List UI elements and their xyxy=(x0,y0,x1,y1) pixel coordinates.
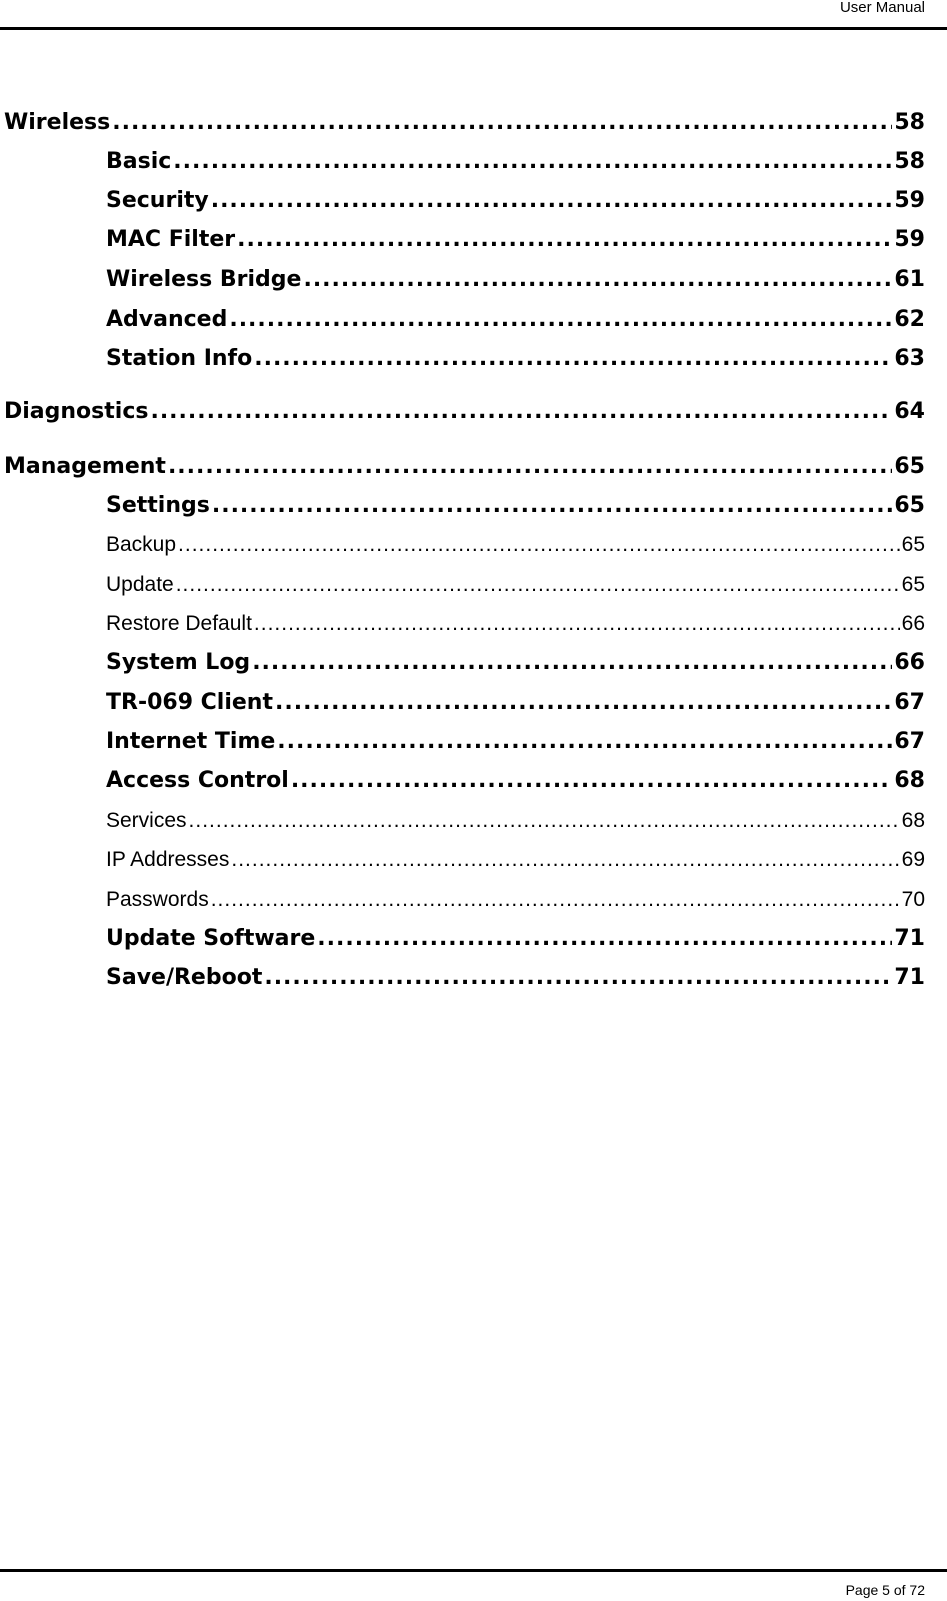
toc-dot-leader xyxy=(178,530,900,560)
toc-entry[interactable] xyxy=(106,491,925,521)
toc-entry-page: 65 xyxy=(901,533,925,556)
toc-dot-leader xyxy=(211,885,900,915)
toc-dot-leader xyxy=(254,609,900,639)
toc-dot-leader xyxy=(252,648,892,678)
toc-dot-leader xyxy=(277,727,892,757)
toc-entry[interactable] xyxy=(106,648,925,678)
toc-entry-page: 65 xyxy=(894,454,925,479)
toc-entry-label: TR-069 Client xyxy=(106,690,273,715)
toc-entry-page: 62 xyxy=(894,307,925,332)
toc-entry-label: Access Control xyxy=(106,768,289,793)
toc-entry-label: Services xyxy=(106,809,187,832)
toc-dot-leader xyxy=(211,186,893,216)
footer-divider xyxy=(0,1569,947,1572)
toc-entry-label: Wireless Bridge xyxy=(106,267,302,292)
toc-entry-page: 65 xyxy=(901,573,925,596)
toc-dot-leader xyxy=(229,305,892,335)
toc-entry-page: 68 xyxy=(894,768,925,793)
toc-entry-label: System Log xyxy=(106,650,251,675)
toc-entry-page: 67 xyxy=(894,690,925,715)
toc-entry-page: 64 xyxy=(894,399,925,424)
toc-entry-label: Basic xyxy=(106,149,172,174)
toc-entry[interactable] xyxy=(106,609,925,639)
toc-entry[interactable] xyxy=(106,570,925,600)
toc-entry-page: 58 xyxy=(894,110,925,135)
toc-entry-page: 71 xyxy=(894,965,925,990)
toc-entry-label: Internet Time xyxy=(106,729,276,754)
toc-entry[interactable] xyxy=(106,885,925,915)
toc-entry[interactable] xyxy=(106,845,925,875)
toc-entry-label: Passwords xyxy=(106,888,209,911)
toc-entry-label: Save/Reboot xyxy=(106,965,263,990)
toc-entry-page: 59 xyxy=(894,227,925,252)
toc-entry-page: 66 xyxy=(894,650,925,675)
toc-entry-page: 70 xyxy=(901,888,925,911)
toc-dot-leader xyxy=(254,344,892,374)
toc-entry-page: 66 xyxy=(901,612,925,635)
toc-entry-page: 71 xyxy=(894,926,925,951)
toc-dot-leader xyxy=(176,570,900,600)
toc-entry-page: 68 xyxy=(901,809,925,832)
toc-dot-leader xyxy=(212,491,893,521)
toc-entry[interactable] xyxy=(106,186,925,216)
toc-entry-label: Management xyxy=(4,454,166,479)
toc-entry-label: Diagnostics xyxy=(4,399,149,424)
toc-dot-leader xyxy=(275,688,892,718)
toc-entry-page: 63 xyxy=(894,346,925,371)
toc-dot-leader xyxy=(303,265,892,295)
toc-entry[interactable] xyxy=(106,688,925,718)
toc-entry-label: MAC Filter xyxy=(106,227,236,252)
page-number: Page 5 of 72 xyxy=(845,1582,925,1598)
toc-entry-page: 69 xyxy=(901,848,925,871)
toc-entry[interactable] xyxy=(4,108,925,138)
toc-entry-page: 59 xyxy=(894,188,925,213)
toc-entry-label: Security xyxy=(106,188,209,213)
toc-dot-leader xyxy=(189,806,900,836)
toc-entry-page: 58 xyxy=(894,149,925,174)
toc-dot-leader xyxy=(231,845,899,875)
toc-entry-page: 67 xyxy=(894,729,925,754)
toc-dot-leader xyxy=(291,766,893,796)
toc-entry[interactable] xyxy=(106,530,925,560)
toc-entry-label: Advanced xyxy=(106,307,228,332)
toc-entry[interactable] xyxy=(106,265,925,295)
toc-entry-label: Wireless xyxy=(4,110,111,135)
toc-entry[interactable] xyxy=(106,924,925,954)
toc-entry-label: IP Addresses xyxy=(106,848,230,871)
toc-dot-leader xyxy=(173,147,892,177)
toc-entry[interactable] xyxy=(106,225,925,255)
toc-entry-label: Restore Default xyxy=(106,612,252,635)
toc-dot-leader xyxy=(264,963,892,993)
toc-entry[interactable] xyxy=(106,963,925,993)
toc-entry[interactable] xyxy=(106,806,925,836)
toc-entry-label: Settings xyxy=(106,493,210,518)
header-divider xyxy=(0,27,947,30)
toc-entry[interactable] xyxy=(4,452,925,482)
toc-entry-page: 61 xyxy=(894,267,925,292)
toc-dot-leader xyxy=(150,397,892,427)
toc-entry-label: Update Software xyxy=(106,926,316,951)
toc-dot-leader xyxy=(112,108,892,138)
toc-entry-label: Station Info xyxy=(106,346,253,371)
toc-entry-label: Update xyxy=(106,573,174,596)
toc-entry[interactable] xyxy=(106,147,925,177)
toc-entry[interactable] xyxy=(4,397,925,427)
toc-entry-label: Backup xyxy=(106,533,177,556)
toc-entry-page: 65 xyxy=(894,493,925,518)
toc-entry[interactable] xyxy=(106,305,925,335)
toc-entry[interactable] xyxy=(106,727,925,757)
toc-entry[interactable] xyxy=(106,344,925,374)
toc-entry[interactable] xyxy=(106,766,925,796)
toc-dot-leader xyxy=(317,924,892,954)
toc-dot-leader xyxy=(168,452,892,482)
toc-dot-leader xyxy=(237,225,892,255)
document-header-title: User Manual xyxy=(839,0,925,16)
